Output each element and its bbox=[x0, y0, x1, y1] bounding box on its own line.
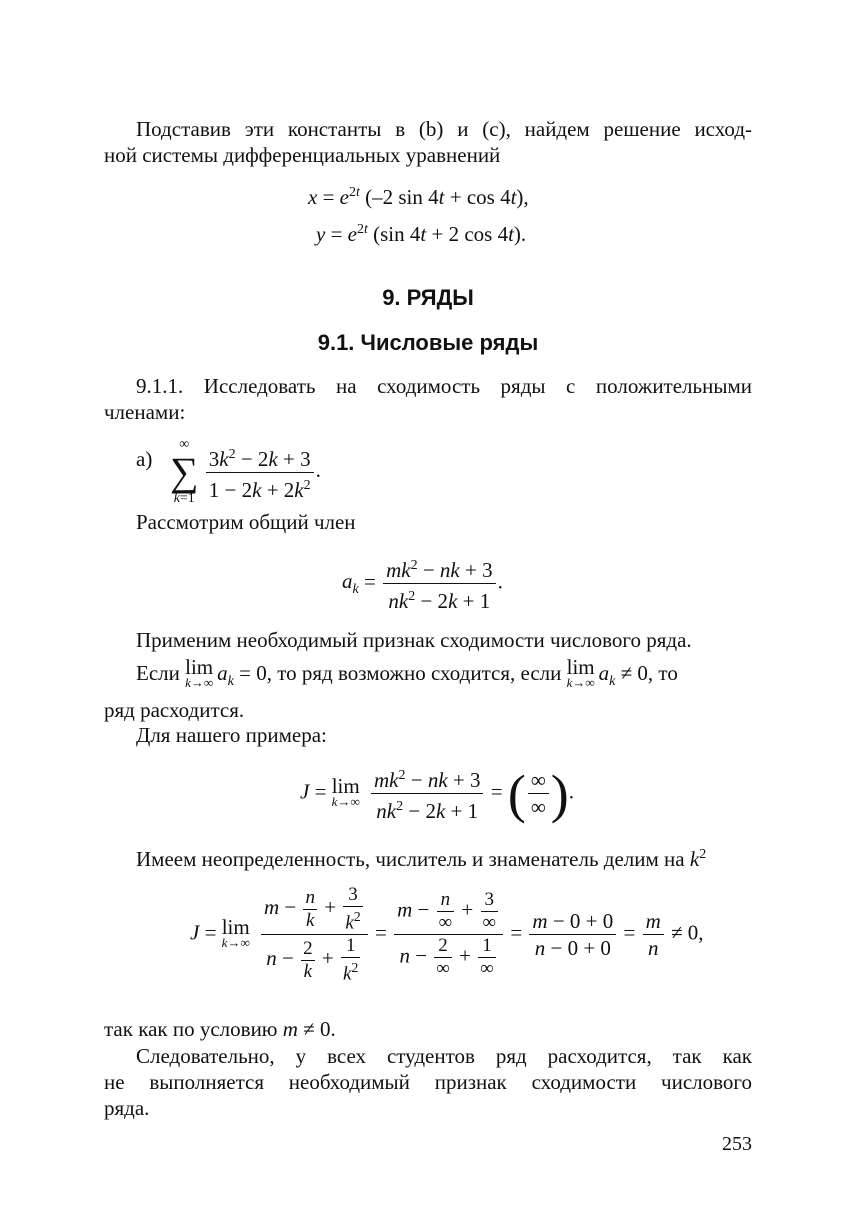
item-label: а) bbox=[136, 447, 153, 471]
limit-formula: J = lim k→∞ $\frac{mk^2 - nk + 3}{nk^2 - 2k + 1}$ = ( $\frac{\infty}{\infty}$ ). bbox=[300, 763, 575, 824]
text-fragment: так как по условию bbox=[104, 1017, 278, 1041]
text-fragment: Если bbox=[136, 661, 180, 685]
text-fragment: то ряд возможно сходится, если bbox=[277, 661, 562, 685]
paragraph-line: Рассмотрим общий член bbox=[136, 510, 356, 534]
paragraph-line: членами: bbox=[104, 400, 186, 424]
section-heading: 9.1. Числовые ряды bbox=[317, 330, 539, 355]
paragraph-line: Применим необходимый признак сходимости числового ряда. bbox=[136, 628, 692, 652]
limit-evaluation-formula: J = lim k→∞ m − $\frac{n}{k}$ + $\frac{3}{k^2}$ n − $\frac{2}{k}$ + $\frac{1}{k^2}$ = m − $\frac{n}{\infty}$ + $\frac{3}{\infty}$ n − $\frac{2}{\infty}$ + $\frac{1}{\infty}$ = $\frac{m - 0 + 0}{n - 0 + 0}$ = $\frac{m}{n}$ ≠ 0, bbox=[190, 884, 704, 985]
paragraph-line: так как по условию m ≠ 0. bbox=[104, 1017, 336, 1041]
paragraph-line: Имеем неопределенность, числитель и знаменатель делим на $k^2$ bbox=[136, 847, 707, 871]
paragraph-line: 9.1.1. Исследовать на сходимость ряды с положительными bbox=[136, 374, 752, 398]
paragraph-line: Следовательно, у всех студентов ряд расходится, так как bbox=[136, 1044, 752, 1068]
equation-x: $x = e^{2t}$ (–2 sin 4t + cos 4t), bbox=[308, 185, 529, 209]
text-fragment: то bbox=[658, 661, 678, 685]
paragraph-line: Подставив эти константы в (b) и (c), найдем решение исход- bbox=[136, 117, 752, 141]
chapter-heading: 9. РЯДЫ bbox=[382, 285, 474, 310]
page-number: 253 bbox=[722, 1133, 752, 1155]
text-fragment: Имеем неопределенность, числитель и знаменатель делим на bbox=[136, 847, 685, 871]
paragraph-line: не выполняется необходимый признак сходимости числового bbox=[104, 1070, 752, 1094]
paragraph-line-with-limits: Если lim k→∞ $a_k = 0$, то ряд возможно сходится, если lim k→∞ $a_k \ne 0$, то bbox=[136, 655, 678, 691]
document-page bbox=[104, 0, 752, 1229]
paragraph-line: ной системы дифференциальных уравнений bbox=[104, 143, 501, 167]
paragraph-line: ряда. bbox=[104, 1096, 150, 1120]
paragraph-line: ряд расходится. bbox=[104, 698, 245, 722]
paragraph-line: Для нашего примера: bbox=[136, 723, 327, 747]
general-term-formula: $a_k$ = $\frac{mk^2 - nk + 3}{nk^2 - 2k + 1}$ . bbox=[342, 553, 503, 614]
equation-y: $y = e^{2t}$ (sin 4t + 2 cos 4t). bbox=[316, 222, 527, 246]
series-formula: ∞ ∑ k=1 $\frac{3k^2 - 2k + 3}{1 - 2k + 2k^2}$ . bbox=[170, 437, 321, 506]
